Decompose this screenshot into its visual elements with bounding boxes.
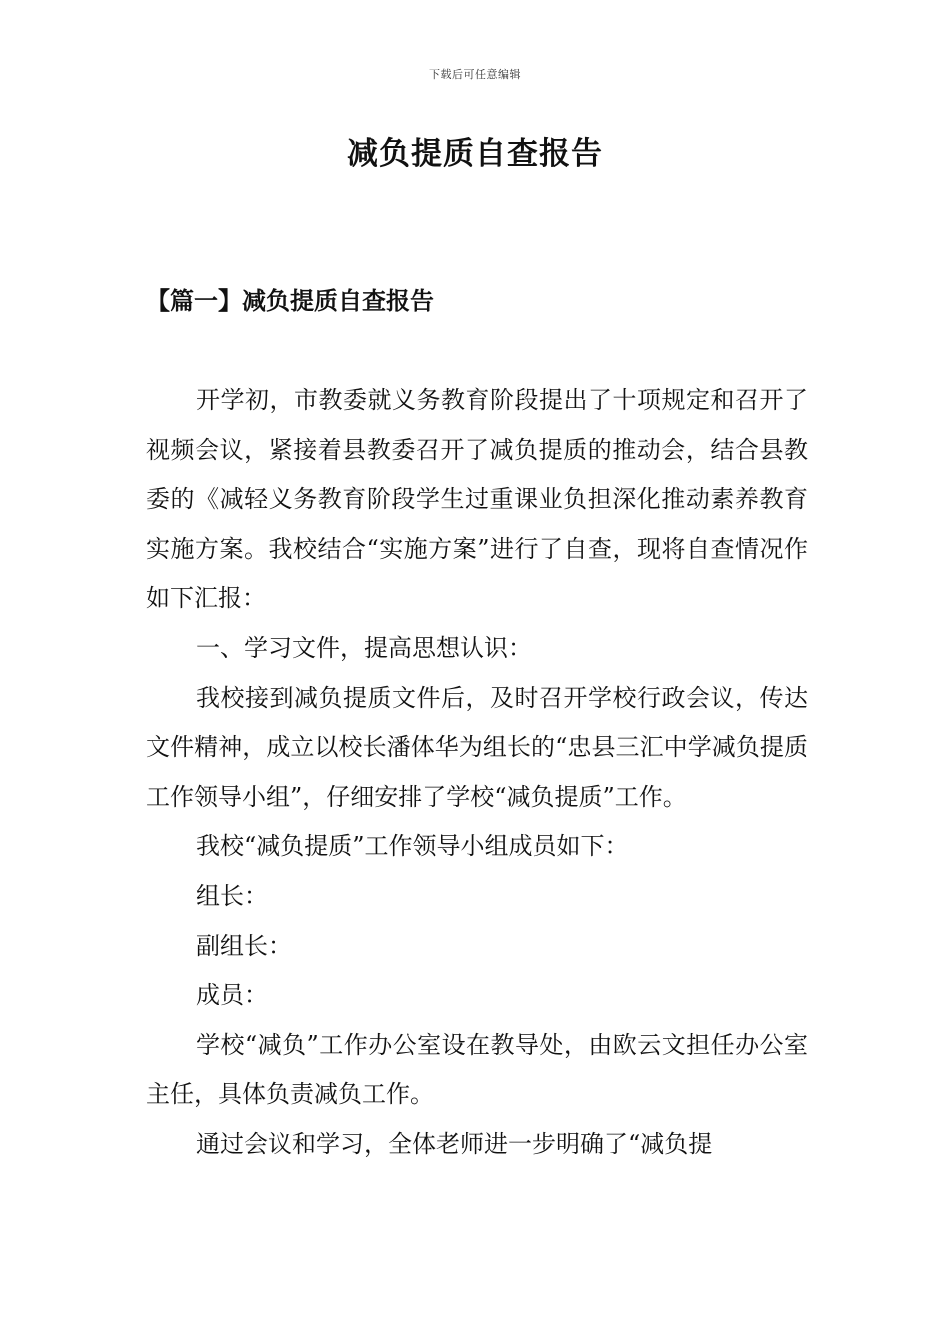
document-title: 减负提质自查报告 — [347, 136, 603, 172]
paragraph-subheading: 一、学习文件，提高思想认识： — [196, 633, 532, 662]
paragraph-leader: 组长： — [196, 881, 268, 910]
paragraph-conclusion: 通过会议和学习，全体老师进一步明确了“减负提 — [196, 1129, 713, 1158]
paragraph-leadership: 我校接到减负提质文件后，及时召开学校行政会议，传达文件精神，成立以校长潘体华为组长的“忠县三汇中学减负提质工作领导小组”，仔细安排了学校“减负提质”工作。 — [146, 683, 808, 811]
paragraph-deputy-leader: 副组长： — [196, 931, 292, 960]
paragraph-intro: 开学初，市教委就义务教育阶段提出了十项规定和召开了视频会议，紧接着县教委召开了减负提质的推动会，结合县教委的《减轻义务教育阶段学生过重课业负担深化推动素养教育实施方案。我校结合“实施方案”进行了自查，现将自查情况作如下汇报： — [146, 386, 808, 613]
paragraph-members-intro: 我校“减负提质”工作领导小组成员如下： — [196, 832, 629, 861]
header-note: 下载后可任意编辑 — [429, 68, 521, 81]
paragraph-members: 成员： — [196, 981, 268, 1010]
document-body — [146, 376, 808, 1170]
section-heading: 【篇一】减负提质自查报告 — [146, 286, 434, 315]
paragraph-office: 学校“减负”工作办公室设在教导处，由欧云文担任办公室主任，具体负责减负工作。 — [146, 1030, 808, 1109]
